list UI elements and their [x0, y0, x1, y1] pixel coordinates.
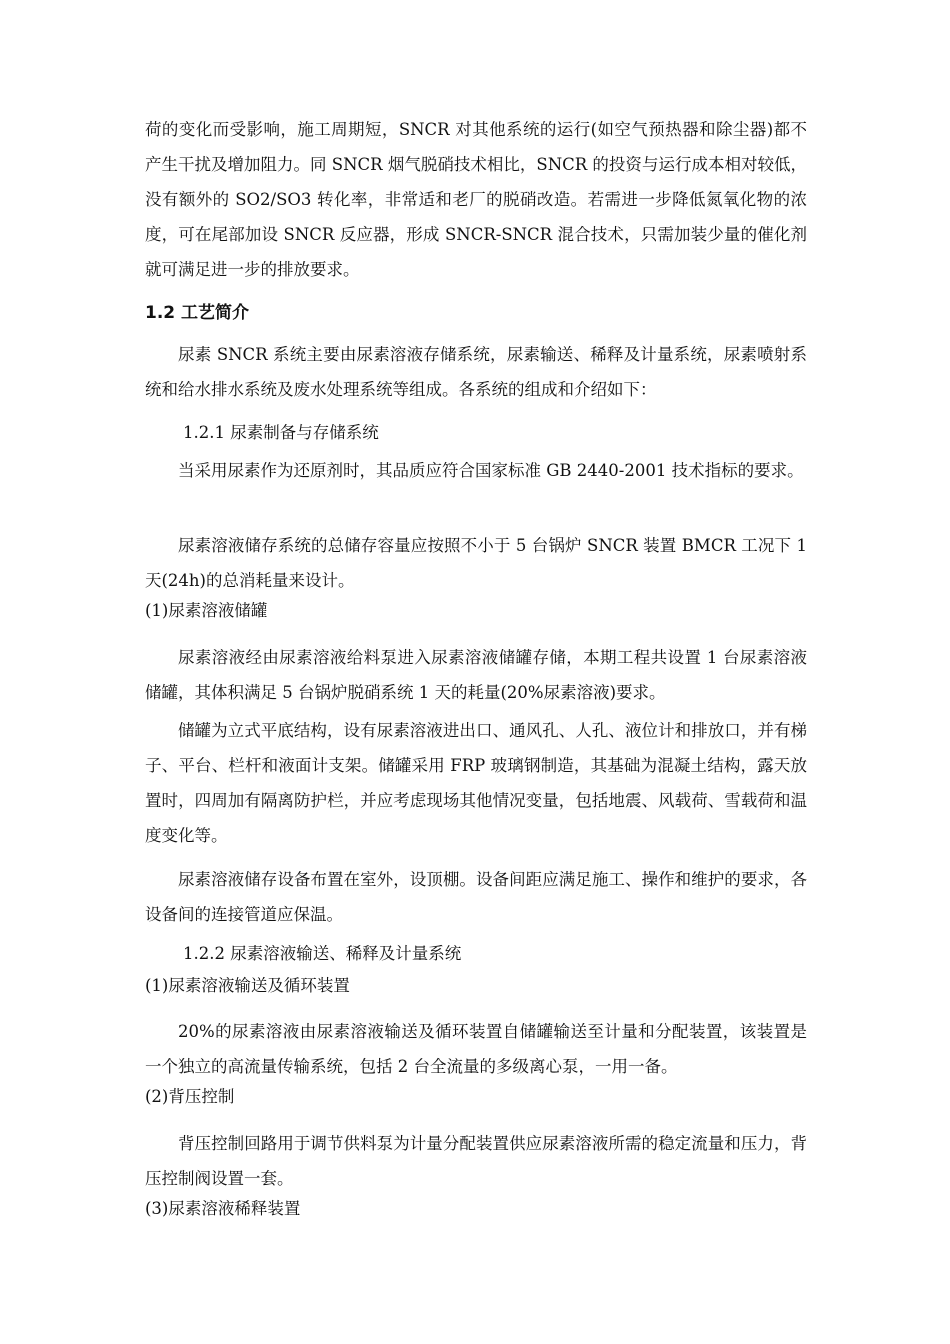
reagent-paragraph: 当采用尿素作为还原剂时，其品质应符合国家标准 GB 2440-2001 技术指标的要求。	[178, 461, 804, 480]
tank-description-paragraph: 尿素溶液经由尿素溶液给料泵进入尿素溶液储罐存储，本期工程共设置 1 台尿素溶液储罐，其体积满足 5 台锅炉脱硝系统 1 天的耗量(20%尿素溶液)要求。	[145, 648, 807, 702]
tank-layout-paragraph: 尿素溶液储存设备布置在室外，设顶棚。设备间距应满足施工、操作和维护的要求，各设备间的连接管道应保温。	[145, 870, 807, 924]
capacity-paragraph: 尿素溶液储存系统的总储存容量应按照不小于 5 台锅炉 SNCR 装置 BMCR 工况下 1 天(24h)的总消耗量来设计。	[145, 536, 807, 590]
item-backpressure-heading: (2)背压控制	[145, 1087, 235, 1106]
section-heading: 1.2 工艺简介	[145, 303, 250, 323]
item-tank-heading: (1)尿素溶液储罐	[145, 601, 268, 620]
intro-paragraph: 荷的变化而受影响，施工周期短，SNCR 对其他系统的运行(如空气预热器和除尘器)都不产生干扰及增加阻力。同 SNCR 烟气脱硝技术相比，SNCR 的投资与运行成本相对较低，没有额外的 SO2/SO3 转化率，非常适和老厂的脱硝改造。若需进一步降低氮氧化物的浓度，可在尾部加设 SNCR 反应器，形成 SNCR-SNCR 混合技术，只需加装少量的催化剂就可满足进一步的排放要求。	[145, 120, 807, 279]
tank-structure-paragraph: 储罐为立式平底结构，设有尿素溶液进出口、通风孔、人孔、液位计和排放口，并有梯子、平台、栏杆和液面计支架。储罐采用 FRP 玻璃钢制造，其基础为混凝土结构，露天放置时，四周加有隔离防护栏，并应考虑现场其他情况变量，包括地震、风载荷、雪载荷和温度变化等。	[145, 721, 807, 845]
subsection-heading-1-2-2: 1.2.2 尿素溶液输送、稀释及计量系统	[183, 944, 462, 963]
transport-description-paragraph: 20%的尿素溶液由尿素溶液输送及循环装置自储罐输送至计量和分配装置，该装置是一个独立的高流量传输系统，包括 2 台全流量的多级离心泵，一用一备。	[145, 1022, 807, 1076]
item-dilution-heading: (3)尿素溶液稀释装置	[145, 1199, 301, 1218]
backpressure-description-paragraph: 背压控制回路用于调节供料泵为计量分配装置供应尿素溶液所需的稳定流量和压力，背压控制阀设置一套。	[145, 1134, 807, 1188]
item-transport-heading: (1)尿素溶液输送及循环装置	[145, 976, 350, 995]
overview-paragraph: 尿素 SNCR 系统主要由尿素溶液存储系统，尿素输送、稀释及计量系统，尿素喷射系统和给水排水系统及废水处理系统等组成。各系统的组成和介绍如下：	[145, 345, 807, 399]
subsection-heading-1-2-1: 1.2.1 尿素制备与存储系统	[183, 423, 379, 442]
